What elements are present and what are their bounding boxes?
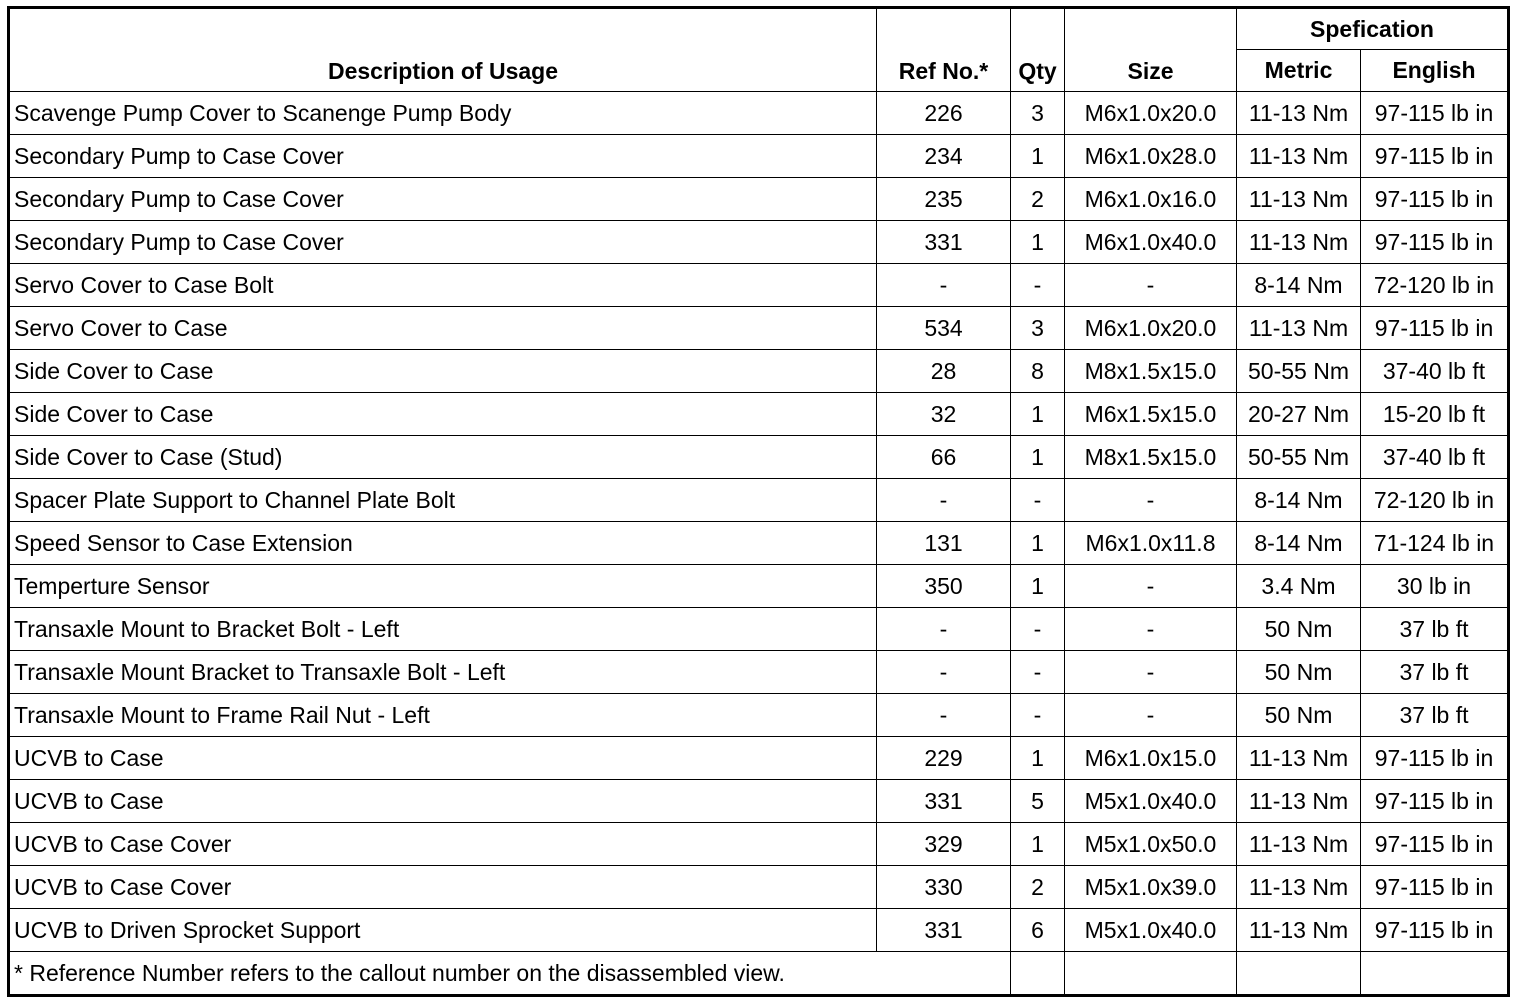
- cell-english: 97-115 lb in: [1361, 823, 1509, 866]
- footnote-row: [9, 952, 1509, 996]
- cell-ref-no: 32: [877, 393, 1011, 436]
- cell-ref-no: 229: [877, 737, 1011, 780]
- table-row: [9, 823, 1509, 866]
- cell-metric: 8-14 Nm: [1237, 522, 1361, 565]
- cell-english: 97-115 lb in: [1361, 780, 1509, 823]
- cell-size: -: [1065, 694, 1237, 737]
- cell-size: M6x1.0x11.8: [1065, 522, 1237, 565]
- cell-size: M8x1.5x15.0: [1065, 350, 1237, 393]
- cell-english: 72-120 lb in: [1361, 479, 1509, 522]
- cell-qty: 1: [1011, 737, 1065, 780]
- cell-qty: 6: [1011, 909, 1065, 952]
- table-row: [9, 393, 1509, 436]
- cell-metric: 11-13 Nm: [1237, 737, 1361, 780]
- table-row: [9, 307, 1509, 350]
- cell-metric: 11-13 Nm: [1237, 780, 1361, 823]
- cell-description: Side Cover to Case (Stud): [9, 436, 877, 479]
- cell-size: -: [1065, 479, 1237, 522]
- cell-metric: 50-55 Nm: [1237, 436, 1361, 479]
- header-ref-no: Ref No.*: [877, 8, 1011, 92]
- table-row: [9, 565, 1509, 608]
- cell-ref-no: -: [877, 264, 1011, 307]
- cell-metric: 50 Nm: [1237, 651, 1361, 694]
- cell-metric: 50 Nm: [1237, 694, 1361, 737]
- cell-qty: -: [1011, 694, 1065, 737]
- cell-description: Scavenge Pump Cover to Scanenge Pump Body: [9, 92, 877, 135]
- cell-description: Side Cover to Case: [9, 350, 877, 393]
- cell-ref-no: 234: [877, 135, 1011, 178]
- cell-size: M6x1.0x20.0: [1065, 92, 1237, 135]
- cell-qty: 3: [1011, 92, 1065, 135]
- cell-metric: 11-13 Nm: [1237, 909, 1361, 952]
- cell-qty: 1: [1011, 393, 1065, 436]
- cell-qty: -: [1011, 479, 1065, 522]
- header-english: English: [1361, 50, 1509, 92]
- footnote-empty-cell: [1361, 952, 1509, 996]
- cell-metric: 11-13 Nm: [1237, 221, 1361, 264]
- cell-description: Servo Cover to Case Bolt: [9, 264, 877, 307]
- cell-english: 97-115 lb in: [1361, 178, 1509, 221]
- cell-ref-no: 131: [877, 522, 1011, 565]
- cell-ref-no: 235: [877, 178, 1011, 221]
- cell-qty: -: [1011, 651, 1065, 694]
- cell-description: Transaxle Mount to Bracket Bolt - Left: [9, 608, 877, 651]
- cell-english: 72-120 lb in: [1361, 264, 1509, 307]
- cell-metric: 11-13 Nm: [1237, 866, 1361, 909]
- table-row: [9, 479, 1509, 522]
- cell-metric: 11-13 Nm: [1237, 178, 1361, 221]
- cell-description: Side Cover to Case: [9, 393, 877, 436]
- cell-size: M6x1.0x40.0: [1065, 221, 1237, 264]
- cell-description: Secondary Pump to Case Cover: [9, 221, 877, 264]
- cell-ref-no: -: [877, 608, 1011, 651]
- cell-ref-no: -: [877, 694, 1011, 737]
- cell-ref-no: 28: [877, 350, 1011, 393]
- cell-metric: 3.4 Nm: [1237, 565, 1361, 608]
- header-size: Size: [1065, 8, 1237, 92]
- cell-ref-no: 331: [877, 909, 1011, 952]
- cell-qty: 1: [1011, 522, 1065, 565]
- cell-ref-no: 534: [877, 307, 1011, 350]
- cell-description: UCVB to Case: [9, 780, 877, 823]
- cell-english: 97-115 lb in: [1361, 866, 1509, 909]
- cell-metric: 11-13 Nm: [1237, 307, 1361, 350]
- cell-english: 97-115 lb in: [1361, 135, 1509, 178]
- cell-ref-no: 66: [877, 436, 1011, 479]
- header-description: Description of Usage: [9, 8, 877, 92]
- cell-description: Transaxle Mount to Frame Rail Nut - Left: [9, 694, 877, 737]
- cell-english: 97-115 lb in: [1361, 737, 1509, 780]
- cell-description: Secondary Pump to Case Cover: [9, 135, 877, 178]
- cell-ref-no: 331: [877, 221, 1011, 264]
- cell-english: 15-20 lb ft: [1361, 393, 1509, 436]
- cell-ref-no: 331: [877, 780, 1011, 823]
- cell-description: Servo Cover to Case: [9, 307, 877, 350]
- cell-size: M6x1.0x16.0: [1065, 178, 1237, 221]
- cell-description: Speed Sensor to Case Extension: [9, 522, 877, 565]
- cell-qty: -: [1011, 608, 1065, 651]
- footnote-empty-cell: [1011, 952, 1065, 996]
- cell-english: 97-115 lb in: [1361, 92, 1509, 135]
- table-row: [9, 651, 1509, 694]
- cell-qty: 1: [1011, 135, 1065, 178]
- cell-english: 37-40 lb ft: [1361, 350, 1509, 393]
- table-row: [9, 909, 1509, 952]
- cell-ref-no: -: [877, 651, 1011, 694]
- footnote-empty-cell: [1065, 952, 1237, 996]
- cell-size: M6x1.5x15.0: [1065, 393, 1237, 436]
- table-row: [9, 92, 1509, 135]
- cell-ref-no: 226: [877, 92, 1011, 135]
- cell-metric: 20-27 Nm: [1237, 393, 1361, 436]
- cell-description: UCVB to Case: [9, 737, 877, 780]
- table-row: [9, 264, 1509, 307]
- cell-ref-no: 350: [877, 565, 1011, 608]
- table-row: [9, 350, 1509, 393]
- cell-size: M6x1.0x15.0: [1065, 737, 1237, 780]
- cell-description: Spacer Plate Support to Channel Plate Bolt: [9, 479, 877, 522]
- cell-description: Temperture Sensor: [9, 565, 877, 608]
- cell-size: M5x1.0x39.0: [1065, 866, 1237, 909]
- cell-description: UCVB to Case Cover: [9, 866, 877, 909]
- cell-qty: -: [1011, 264, 1065, 307]
- cell-english: 37-40 lb ft: [1361, 436, 1509, 479]
- cell-description: Secondary Pump to Case Cover: [9, 178, 877, 221]
- cell-metric: 8-14 Nm: [1237, 264, 1361, 307]
- table-row: [9, 221, 1509, 264]
- cell-qty: 3: [1011, 307, 1065, 350]
- cell-english: 97-115 lb in: [1361, 307, 1509, 350]
- cell-english: 37 lb ft: [1361, 694, 1509, 737]
- table-row: [9, 522, 1509, 565]
- cell-size: M6x1.0x20.0: [1065, 307, 1237, 350]
- cell-size: -: [1065, 565, 1237, 608]
- cell-qty: 2: [1011, 866, 1065, 909]
- cell-english: 97-115 lb in: [1361, 909, 1509, 952]
- cell-english: 71-124 lb in: [1361, 522, 1509, 565]
- cell-size: -: [1065, 651, 1237, 694]
- cell-qty: 8: [1011, 350, 1065, 393]
- cell-size: M8x1.5x15.0: [1065, 436, 1237, 479]
- cell-size: M5x1.0x50.0: [1065, 823, 1237, 866]
- header-specification: Spefication: [1237, 8, 1509, 50]
- cell-metric: 8-14 Nm: [1237, 479, 1361, 522]
- cell-description: UCVB to Case Cover: [9, 823, 877, 866]
- cell-metric: 11-13 Nm: [1237, 823, 1361, 866]
- cell-qty: 2: [1011, 178, 1065, 221]
- table-row: [9, 178, 1509, 221]
- table-row: [9, 780, 1509, 823]
- cell-metric: 11-13 Nm: [1237, 92, 1361, 135]
- cell-qty: 1: [1011, 823, 1065, 866]
- cell-size: M6x1.0x28.0: [1065, 135, 1237, 178]
- cell-metric: 11-13 Nm: [1237, 135, 1361, 178]
- cell-size: M5x1.0x40.0: [1065, 780, 1237, 823]
- cell-size: M5x1.0x40.0: [1065, 909, 1237, 952]
- cell-qty: 5: [1011, 780, 1065, 823]
- cell-size: -: [1065, 608, 1237, 651]
- cell-qty: 1: [1011, 436, 1065, 479]
- header-qty: Qty: [1011, 8, 1065, 92]
- cell-ref-no: 329: [877, 823, 1011, 866]
- cell-description: UCVB to Driven Sprocket Support: [9, 909, 877, 952]
- cell-english: 97-115 lb in: [1361, 221, 1509, 264]
- cell-metric: 50 Nm: [1237, 608, 1361, 651]
- table-row: [9, 436, 1509, 479]
- cell-qty: 1: [1011, 221, 1065, 264]
- table-row: [9, 608, 1509, 651]
- torque-specification-table: [7, 6, 1510, 997]
- cell-ref-no: 330: [877, 866, 1011, 909]
- cell-description: Transaxle Mount Bracket to Transaxle Bolt - Left: [9, 651, 877, 694]
- cell-english: 37 lb ft: [1361, 608, 1509, 651]
- cell-size: -: [1065, 264, 1237, 307]
- table-row: [9, 866, 1509, 909]
- table-row: [9, 135, 1509, 178]
- cell-english: 37 lb ft: [1361, 651, 1509, 694]
- table-header: [9, 8, 1509, 92]
- table-body: [9, 92, 1509, 952]
- cell-qty: 1: [1011, 565, 1065, 608]
- table-row: [9, 737, 1509, 780]
- cell-ref-no: -: [877, 479, 1011, 522]
- cell-english: 30 lb in: [1361, 565, 1509, 608]
- header-metric: Metric: [1237, 50, 1361, 92]
- footnote-empty-cell: [1237, 952, 1361, 996]
- table-row: [9, 694, 1509, 737]
- footnote: * Reference Number refers to the callout number on the disassembled view.: [9, 952, 1011, 996]
- cell-metric: 50-55 Nm: [1237, 350, 1361, 393]
